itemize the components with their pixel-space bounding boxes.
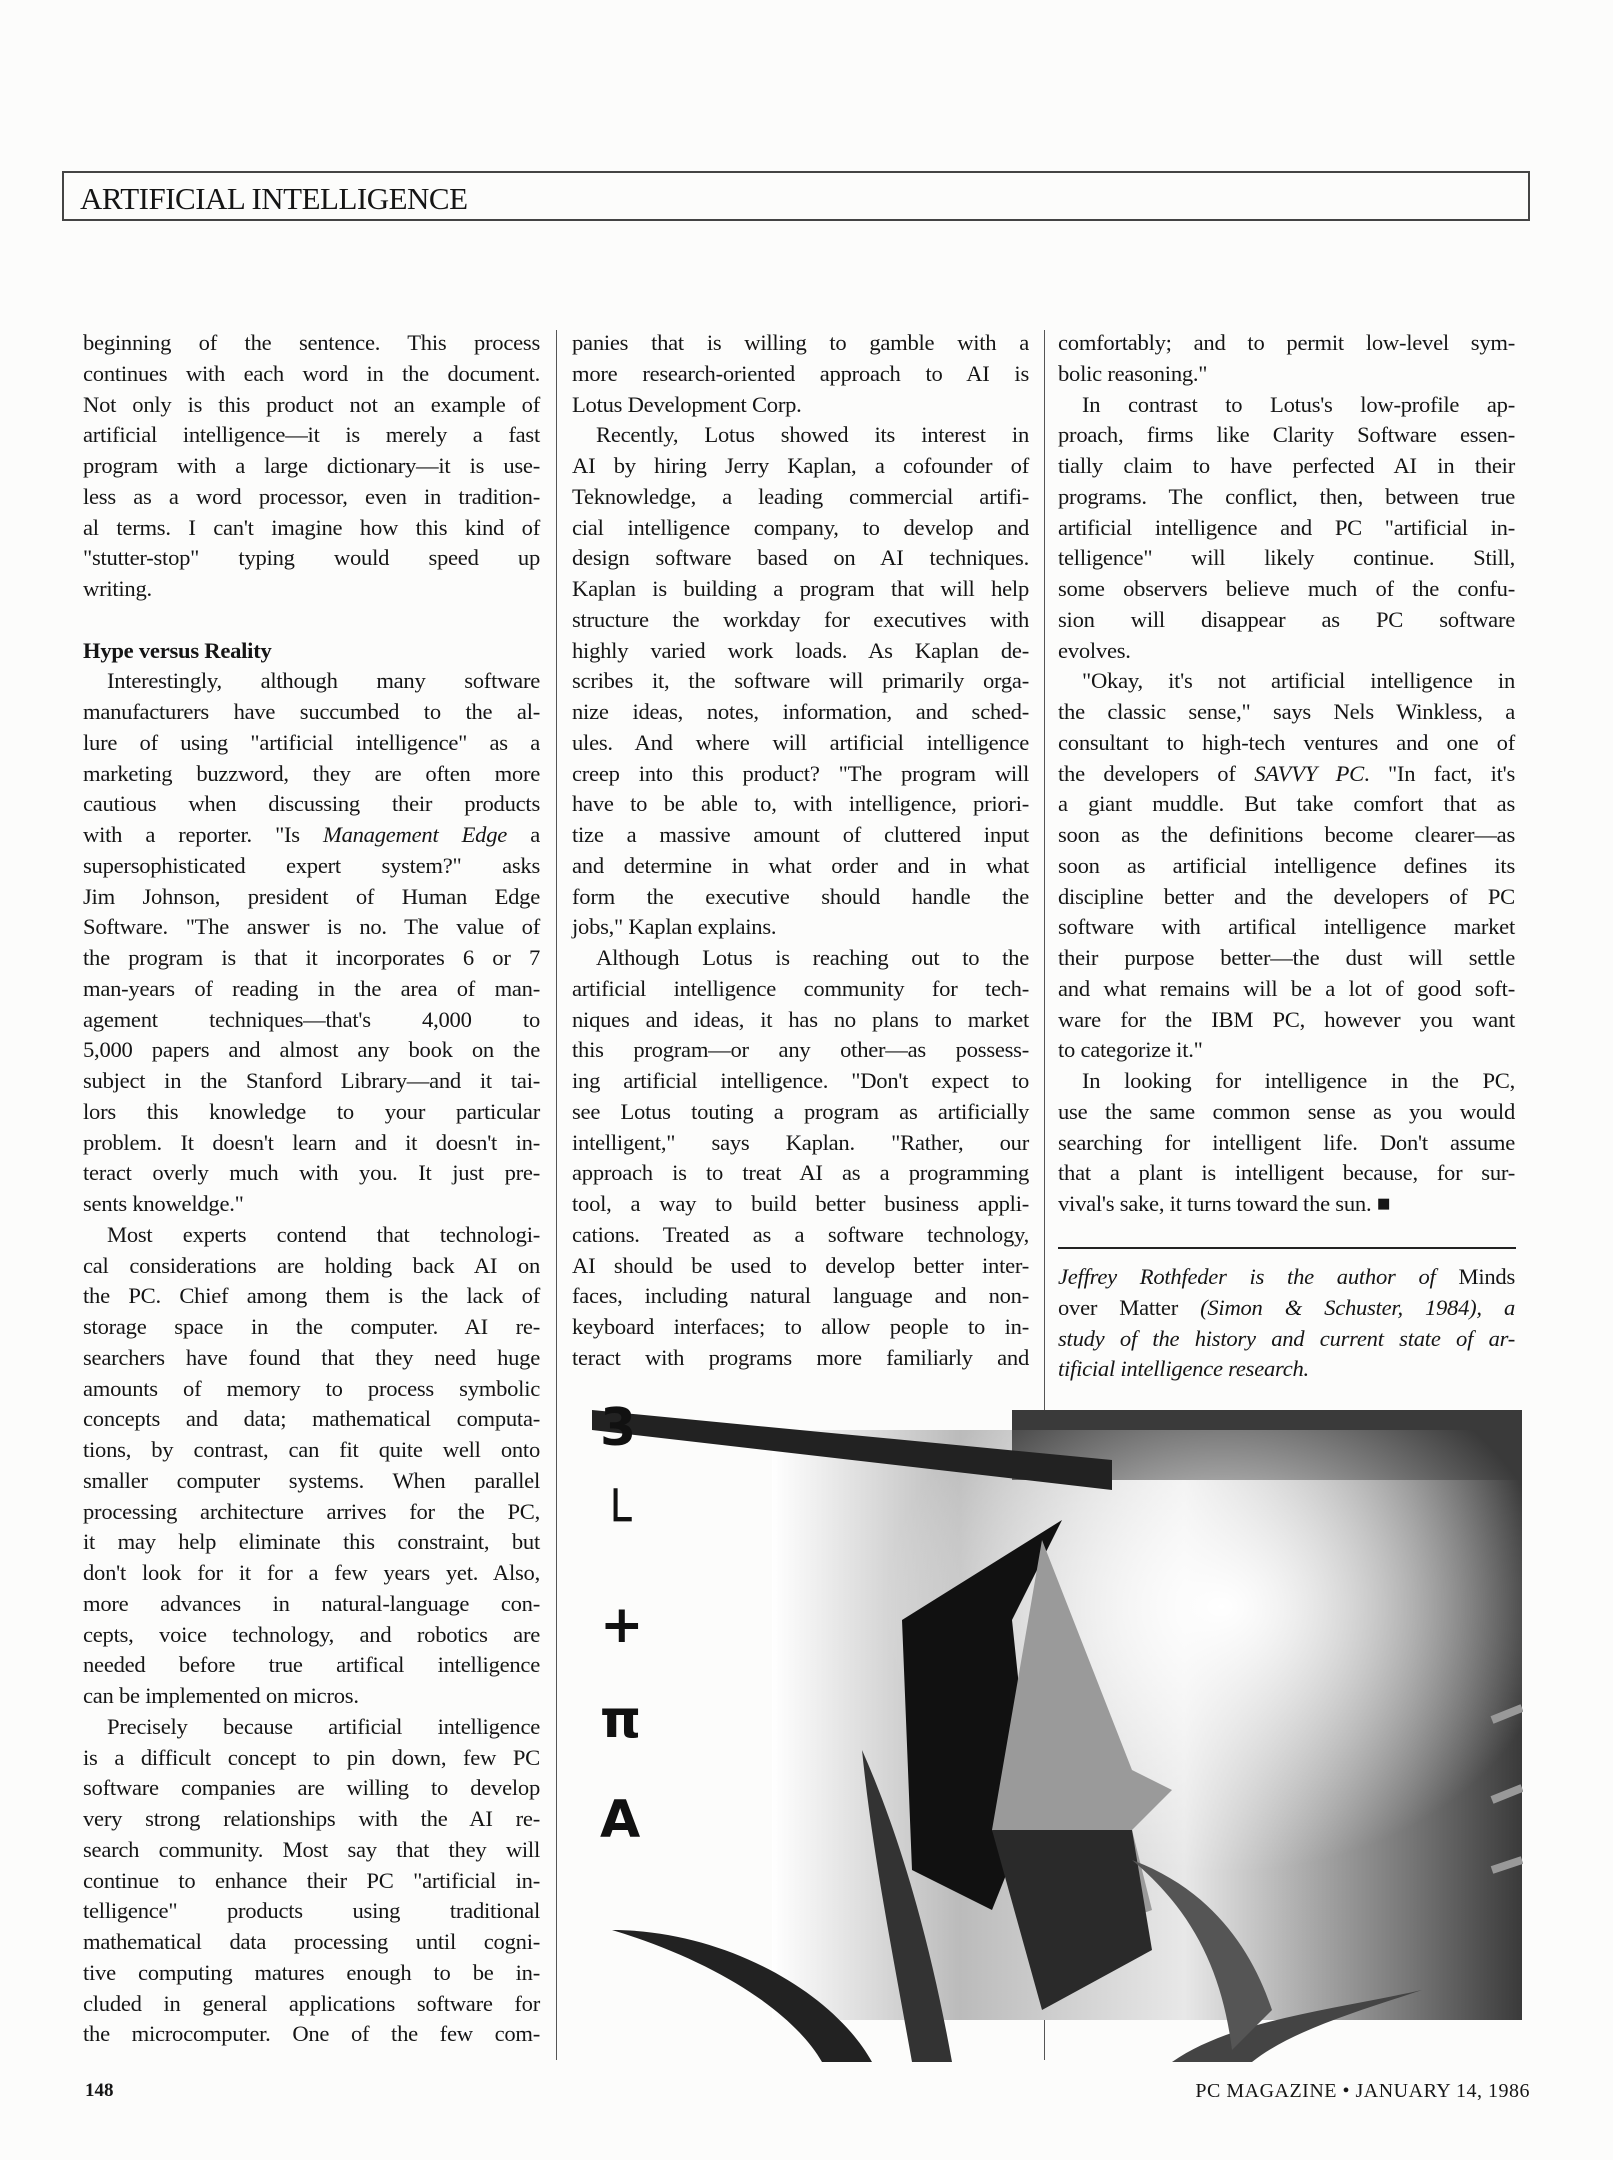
text-line: soon as artificial intelligence defines its: [1058, 852, 1515, 878]
text-line: consultant to high-tech ventures and one of: [1058, 729, 1515, 755]
text-line: cations. Treated as a software technology,: [572, 1221, 1029, 1247]
text-line: Interestingly, although many software: [107, 668, 540, 694]
text-line: al terms. I can't imagine how this kind of: [83, 514, 540, 540]
text-line: can be implemented on micros.: [83, 1683, 359, 1708]
text-line: the program is that it incorporates 6 or 7: [83, 945, 540, 970]
text-line: beginning of the sentence. This process: [83, 330, 540, 355]
text-segment: (Simon & Schuster, 1984), a: [1177, 1294, 1515, 1320]
text-line: cluded in general applications software for: [83, 1990, 540, 2016]
illustration-art: [572, 1390, 1523, 2062]
text-line: [1058, 1293, 1515, 1324]
text-line: soon as the definitions become clearer—as: [1058, 822, 1515, 847]
text-line: program with a large dictionary—it is use-: [83, 453, 540, 478]
article-column-2: [572, 328, 1029, 1374]
text-line: a giant muddle. But take comfort that as: [1058, 791, 1515, 817]
text-line: and determine in what order and in what: [572, 852, 1029, 878]
text-line: cial intelligence company, to develop and: [572, 514, 1029, 540]
text-line: keyboard interfaces; to allow people to in-: [572, 1314, 1029, 1339]
text-line: "Okay, it's not artificial intelligence in: [1082, 668, 1515, 694]
text-line: concepts and data; mathematical computa-: [83, 1406, 540, 1432]
text-line: design software based on AI techniques.: [572, 545, 1029, 571]
text-line: searchers have found that they need huge: [83, 1344, 540, 1370]
text-line: search community. Most say that they will: [83, 1836, 540, 1862]
emphasized-text: over Matter: [1058, 1294, 1178, 1320]
text-line: Recently, Lotus showed its interest in: [596, 422, 1029, 448]
text-line: manufacturers have succumbed to the al-: [83, 699, 540, 724]
text-line: In looking for intelligence in the PC,: [1082, 1068, 1515, 1093]
text-line: storage space in the computer. AI re-: [83, 1314, 540, 1339]
text-line: the microcomputer. One of the few com-: [83, 2021, 540, 2047]
text-line: [1058, 1262, 1515, 1293]
text-line: man-years of reading in the area of man-: [83, 975, 540, 1001]
text-line: intelligent," says Kaplan. "Rather, our: [572, 1129, 1029, 1155]
text-line: more advances in natural-language con-: [83, 1590, 540, 1616]
text-line: [83, 820, 540, 851]
text-line: Most experts contend that technologi-: [107, 1221, 540, 1247]
text-line: marketing buzzword, they are often more: [83, 760, 540, 786]
text-line: Lotus Development Corp.: [572, 391, 802, 417]
text-line: bolic reasoning.": [1058, 360, 1208, 386]
text-line: see Lotus touting a program as artificially: [572, 1098, 1029, 1124]
text-line: it may help eliminate this constraint, but: [83, 1529, 540, 1555]
text-line: agement techniques—that's 4,000 to: [83, 1006, 540, 1032]
text-line: teract with programs more familiarly and: [572, 1344, 1029, 1370]
text-line: their purpose better—the dust will settle: [1058, 945, 1515, 970]
text-line: [83, 605, 540, 636]
text-line: proach, firms like Clarity Software essen-: [1058, 422, 1515, 448]
page-number: 148: [85, 2080, 114, 2101]
text-line: tially claim to have perfected AI in their: [1058, 453, 1515, 478]
text-line: Software. "The answer is no. The value of: [83, 914, 540, 940]
illustration-symbol: +: [600, 1595, 644, 1655]
text-line: form the executive should handle the: [572, 883, 1029, 909]
text-line: amounts of memory to process symbolic: [83, 1375, 540, 1401]
text-line: searching for intelligent life. Don't assume: [1058, 1129, 1515, 1155]
text-line: this program—or any other—as possess-: [572, 1037, 1029, 1063]
text-line: Precisely because artificial intelligence: [107, 1713, 540, 1739]
emphasized-text: Minds: [1458, 1264, 1515, 1289]
text-line: 5,000 papers and almost any book on the: [83, 1037, 540, 1063]
text-line: and what remains will be a lot of good soft-: [1058, 975, 1515, 1001]
text-line: that a plant is intelligent because, for sur-: [1058, 1160, 1515, 1186]
text-line: Although Lotus is reaching out to the: [596, 945, 1029, 970]
text-line: ules. And where will artificial intelligence: [572, 729, 1029, 755]
text-segment: with a reporter. "Is: [83, 822, 324, 847]
text-line: cepts, voice technology, and robotics are: [83, 1621, 540, 1647]
text-line: tize a massive amount of cluttered input: [572, 822, 1029, 847]
text-line: teract overly much with you. It just pre-: [83, 1160, 540, 1186]
text-line: to categorize it.": [1058, 1037, 1203, 1063]
text-line: mathematical data processing until cogni-: [83, 1929, 540, 1954]
author-bio: [1058, 1262, 1515, 1385]
text-line: [1058, 759, 1515, 790]
text-line: telligence" will likely continue. Still,: [1058, 545, 1515, 571]
text-segment: . "In fact, it's: [1364, 760, 1516, 786]
text-line: panies that is willing to gamble with a: [572, 330, 1029, 355]
text-line: lors this knowledge to your particular: [83, 1098, 540, 1124]
text-line: programs. The conflict, then, between true: [1058, 483, 1515, 509]
text-line: "stutter-stop" typing would speed up: [83, 545, 540, 571]
text-line: very strong relationships with the AI re-: [83, 1806, 540, 1831]
text-line: cautious when discussing their products: [83, 791, 540, 817]
text-line: nize ideas, notes, information, and sched-: [572, 699, 1029, 724]
text-line: tool, a way to build better business appli-: [572, 1191, 1029, 1216]
text-line: ware for the IBM PC, however you want: [1058, 1006, 1515, 1032]
text-line: Kaplan is building a program that will help: [572, 576, 1029, 601]
illustration-symbol: A: [600, 1790, 641, 1850]
article-column-3: [1058, 328, 1515, 1220]
text-line: evolves.: [1058, 637, 1131, 663]
text-line: Jim Johnson, president of Human Edge: [83, 883, 540, 909]
text-line: comfortably; and to permit low-level sym-: [1058, 330, 1515, 355]
emphasized-text: Management Edge: [323, 822, 508, 847]
text-line: is a difficult concept to pin down, few PC: [83, 1744, 540, 1770]
text-line: AI by hiring Jerry Kaplan, a cofounder of: [572, 453, 1029, 478]
text-line: study of the history and current state of ar-: [1058, 1325, 1515, 1351]
text-line: vival's sake, it turns toward the sun. ■: [1058, 1191, 1391, 1216]
text-line: sion will disappear as PC software: [1058, 606, 1515, 632]
text-line: processing architecture arrives for the PC,: [83, 1498, 540, 1524]
text-line: lure of using "artificial intelligence" as a: [83, 729, 540, 755]
bio-divider: [1058, 1247, 1516, 1249]
text-line: Hype versus Reality: [83, 637, 272, 663]
text-line: artificial intelligence and PC "artificial in-: [1058, 514, 1515, 540]
text-line: continues with each word in the document.: [83, 360, 540, 386]
text-line: artificial intelligence community for tech-: [572, 975, 1029, 1001]
text-line: creep into this product? "The program will: [572, 760, 1029, 786]
text-line: smaller computer systems. When parallel: [83, 1467, 540, 1493]
text-line: software companies are willing to develop: [83, 1775, 540, 1801]
section-title: ARTIFICIAL INTELLIGENCE: [80, 181, 468, 216]
text-line: discipline better and the developers of PC: [1058, 883, 1515, 909]
illustration-symbol: π: [600, 1690, 642, 1750]
text-line: tions, by contrast, can fit quite well onto: [83, 1437, 540, 1462]
text-segment: Jeffrey Rothfeder is the author of: [1058, 1264, 1459, 1289]
section-header: [62, 171, 1530, 221]
publication-line: PC MAGAZINE • JANUARY 14, 1986: [1195, 2080, 1530, 2102]
emphasized-text: SAVVY PC: [1254, 760, 1364, 786]
text-line: problem. It doesn't learn and it doesn't in-: [83, 1129, 540, 1155]
illustration-symbol: └: [600, 1490, 632, 1550]
text-line: some observers believe much of the confu-: [1058, 576, 1515, 601]
text-line: approach is to treat AI as a programming: [572, 1160, 1029, 1186]
text-line: less as a word processor, even in tradition-: [83, 483, 540, 509]
text-line: tive computing matures enough to be in-: [83, 1959, 540, 1985]
text-line: supersophisticated expert system?" asks: [83, 852, 540, 878]
text-line: continue to enhance their PC "artificial in-: [83, 1867, 540, 1893]
text-line: more research-oriented approach to AI is: [572, 360, 1029, 386]
text-line: AI should be used to develop better inter-: [572, 1252, 1029, 1278]
text-line: don't look for it for a few years yet. Also,: [83, 1560, 540, 1585]
text-line: sents knoweldge.": [83, 1191, 244, 1216]
text-line: artificial intelligence—it is merely a fast: [83, 422, 540, 448]
text-line: Not only is this product not an example of: [83, 391, 540, 417]
text-line: faces, including natural language and non-: [572, 1283, 1029, 1309]
text-line: have to be able to, with intelligence, priori-: [572, 791, 1029, 817]
text-line: In contrast to Lotus's low-profile ap-: [1082, 391, 1515, 417]
text-line: tificial intelligence research.: [1058, 1356, 1309, 1382]
text-line: cal considerations are holding back AI on: [83, 1252, 540, 1278]
text-line: subject in the Stanford Library—and it tai-: [83, 1068, 540, 1093]
text-line: ing artificial intelligence. "Don't expect to: [572, 1068, 1029, 1093]
text-line: the PC. Chief among them is the lack of: [83, 1283, 540, 1309]
text-line: highly varied work loads. As Kaplan de-: [572, 637, 1029, 663]
text-line: software with artifical intelligence market: [1058, 914, 1515, 940]
text-line: structure the workday for executives with: [572, 606, 1029, 632]
text-line: scribes it, the software will primarily orga-: [572, 668, 1029, 694]
illustration: [572, 1390, 1523, 2062]
text-line: niques and ideas, it has no plans to market: [572, 1006, 1029, 1032]
text-line: the classic sense," says Nels Winkless, a: [1058, 699, 1515, 724]
illustration-symbol: 3: [600, 1398, 637, 1458]
column-divider: [556, 330, 557, 2060]
text-line: needed before true artifical intelligence: [83, 1652, 540, 1678]
text-line: writing.: [83, 576, 152, 601]
text-line: Teknowledge, a leading commercial artifi-: [572, 483, 1029, 509]
text-line: telligence" products using traditional: [83, 1898, 540, 1924]
text-line: jobs," Kaplan explains.: [572, 914, 777, 940]
text-segment: a: [507, 822, 540, 847]
text-line: use the same common sense as you would: [1058, 1098, 1515, 1124]
text-segment: the developers of: [1058, 760, 1255, 786]
article-column-1: [83, 328, 540, 2050]
